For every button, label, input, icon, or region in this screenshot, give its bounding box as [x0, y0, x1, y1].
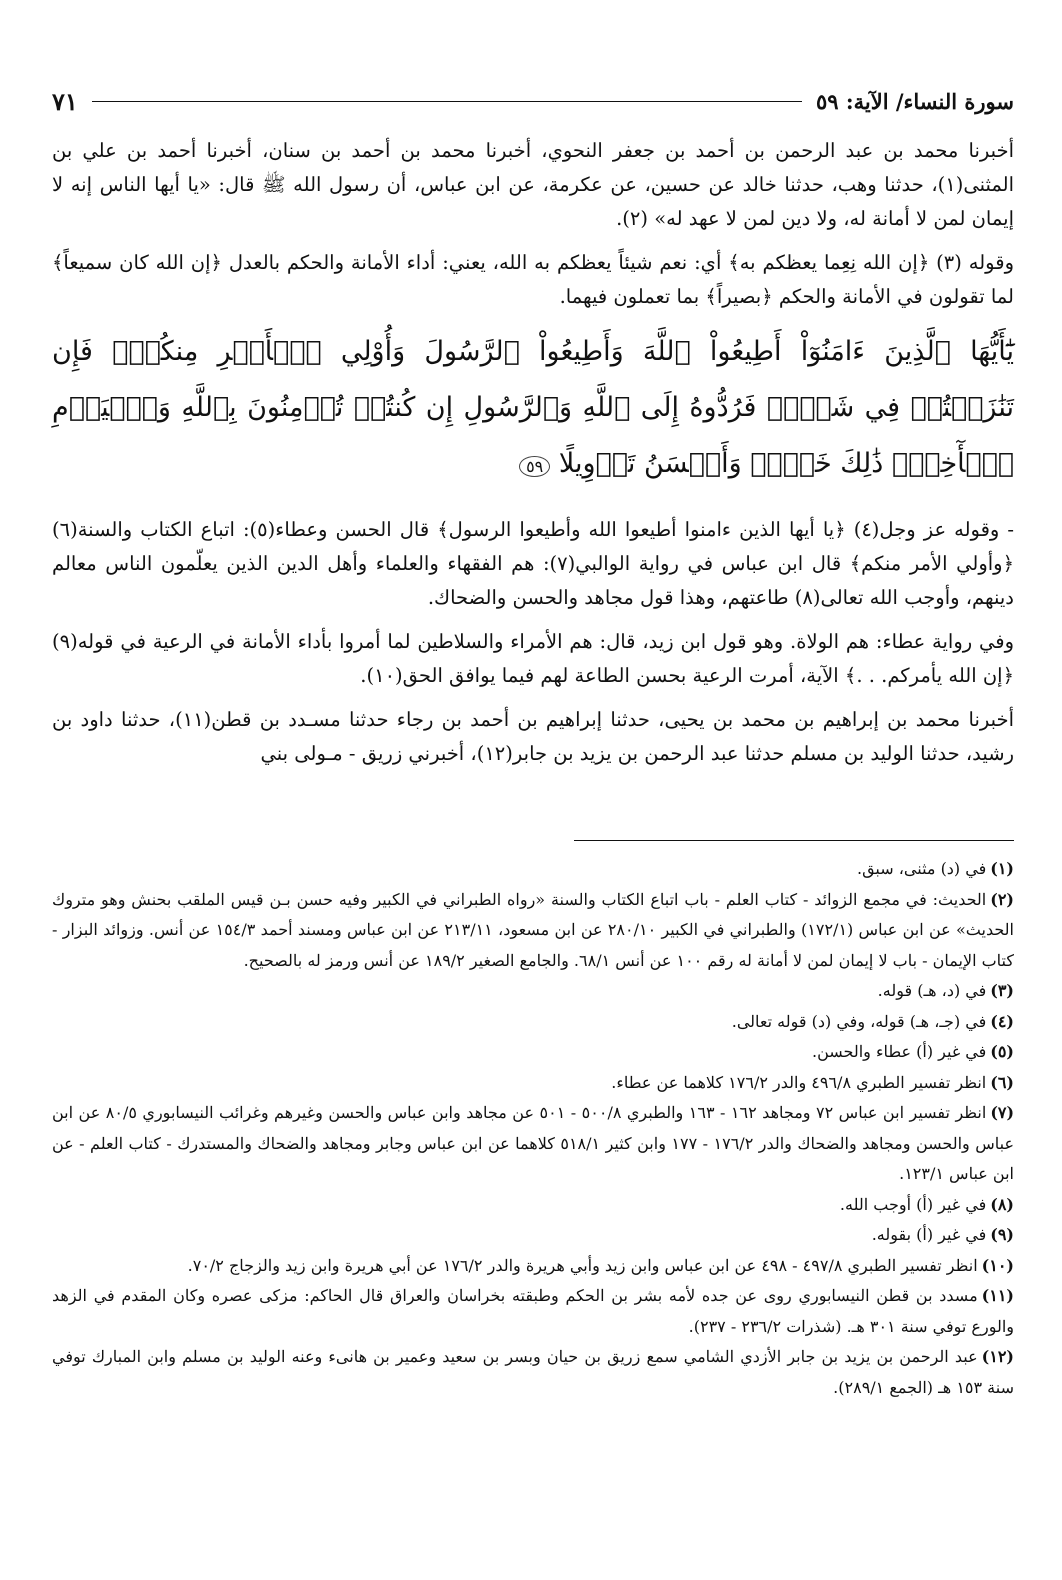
footnote-number: (١٠): [981, 1255, 1014, 1275]
paragraph-commentary-1: وقوله (٣) ﴿إن الله نِعِما يعظكم به﴾ أي: نعم شيئاً يعظكم به الله، يعني: أداء الأمانة والحكم بالعدل ﴿إن الله كان سميعاً﴾ لما تقولون في الأمانة والحكم ﴿بصيراً﴾ بما تعملون فيهما.: [52, 251, 1014, 308]
footnote-text: في غير (أ) بقوله.: [871, 1225, 987, 1244]
quran-verse: [52, 324, 1014, 495]
footnote: [52, 1068, 1014, 1099]
header-rule: [92, 101, 802, 102]
footnote-text: في غير (أ) أوجب الله.: [839, 1194, 987, 1214]
footnote-number: (٢): [990, 889, 1014, 909]
footnote-number: (٨): [990, 1194, 1014, 1214]
footnote: [52, 1342, 1014, 1403]
verse-number: ٥٩: [519, 456, 550, 477]
footnote: [52, 1281, 1014, 1342]
footnote: [52, 1007, 1014, 1038]
footnote-number: (١٢): [981, 1347, 1014, 1366]
paragraph-isnad-2: أخبرنا محمد بن إبراهيم بن محمد بن يحيى، حدثنا إبراهيم بن أحمد بن رجاء حدثنا مسـدد بن قطن(١١)، حدثنا داود بن رشيد، حدثنا الوليد بن مسلم حدثنا عبد الرحمن بن يزيد بن جابر(١٢)، أخبرني زريق - مـولى بني: [52, 708, 1015, 765]
footnote: [52, 1037, 1014, 1068]
footnote-number: (٤): [990, 1011, 1014, 1031]
footnote-number: (١): [990, 859, 1014, 878]
footnote: [52, 1098, 1014, 1190]
footnote-number: (٩): [990, 1225, 1014, 1244]
footnote: [52, 854, 1014, 885]
footnote-number: (٣): [990, 981, 1014, 1000]
footnote-number: (٧): [990, 1103, 1015, 1122]
footnote-number: (١١): [981, 1286, 1014, 1305]
footnotes: [52, 854, 1014, 1403]
footnote: [52, 1251, 1014, 1282]
main-text: [52, 134, 1014, 781]
footnote: [52, 885, 1014, 977]
footnote-text: انظر تفسير الطبري ٤٩٦/٨ والدر ١٧٦/٢ كلاهما عن عطاء.: [611, 1072, 987, 1092]
verse-text: يَٰٓأَيُّهَا ٱلَّذِينَ ءَامَنُوٓاْ أَطِيعُواْ ٱللَّهَ وَأَطِيعُواْ ٱلرَّسُولَ وَأُوْلِي ٱلۡأَمۡرِ مِنكُمۡۖ فَإِن تَنَٰزَعۡتُمۡ فِي شَيۡءٖ فَرُدُّوهُ إِلَى ٱللَّهِ وَٱلرَّسُولِ إِن كُنتُمۡ تُؤۡمِنُونَ بِٱللَّهِ وَٱلۡيَوۡمِ ٱلۡأٓخِرِۚ ذَٰلِكَ خَيۡرٞ وَأَحۡسَنُ تَأۡوِيلًا: [52, 336, 1014, 479]
paragraph-commentary-2: - وقوله عز وجل(٤) ﴿يا أيها الذين ءامنوا أطيعوا الله وأطيعوا الرسول﴾ قال الحسن وعطاء(٥): اتباع الكتاب والسنة(٦) ﴿وأولي الأمر منكم﴾ قال ابن عباس في رواية الوالبي(٧): هم الفقهاء والعلماء وأهل الدين الذين يعلّمون الناس معالم دينهم، وأوجب الله تعالى(٨) طاعتهم، وهذا قول مجاهد والحسن والضحاك.: [52, 518, 1014, 609]
paragraph-isnad-1: أخبرنا محمد بن عبد الرحمن بن أحمد بن جعفر النحوي، أخبرنا محمد بن أحمد بن سنان، أخبرنا أحمد بن علي بن المثنى(١)، حدثنا وهب، حدثنا خالد عن حسين، عن عكرمة، عن ابن عباس، أن رسول الله ﷺ قال: «يا أيها الناس إنه لا إيمان لمن لا أمانة له، ولا دين لمن لا عهد له» (٢).: [52, 139, 1014, 230]
footnote-separator: [574, 840, 1014, 841]
footnote: [52, 1220, 1014, 1251]
footnote-text: في (د) مثنى، سبق.: [857, 859, 987, 878]
footnote-text: مسدد بن قطن النيسابوري روى عن جده لأمه بشر بن الحكم وطبقته بخراسان والعراق قال الحاكم: مزكى عصره وكان المقدم في الزهد والورع توفي سنة ٣٠١ هـ. (شذرات ٢٣٦/٢ - ٢٣٧).: [52, 1286, 1014, 1336]
footnote-text: انظر تفسير ابن عباس ٧٢ ومجاهد ١٦٢ - ١٦٣ والطبري ٥٠٠/٨ - ٥٠١ عن مجاهد وابن عباس والحسن وغيرهم وغرائب النيسابوري ٨٠/٥ عن ابن عباس والحسن ومجاهد والضحاك والدر ١٧٦/٢ - ١٧٧ وابن كثير ٥١٨/١ كلاهما عن ابن عباس وجابر ومجاهد والضحاك والمستدرك - كتاب العلم - عن ابن عباس ١٢٣/١.: [52, 1103, 1015, 1183]
footnote-number: (٦): [990, 1072, 1014, 1092]
surah-verse-title: سورة النساء/ الآية: ٥٩: [816, 88, 1014, 114]
footnote-number: (٥): [990, 1042, 1014, 1061]
footnote: [52, 1190, 1014, 1221]
page-number: ٧١: [52, 86, 78, 116]
footnote-text: عبد الرحمن بن يزيد بن جابر الأزدي الشامي سمع زريق بن حيان وبسر بن سعيد وعمير بن هانىء وعنه الوليد بن مسلم وابن المبارك توفي سنة ١٥٣ هـ (الجمع ٢٨٩/١).: [52, 1347, 1014, 1397]
paragraph-commentary-3: وفي رواية عطاء: هم الولاة. وهو قول ابن زيد، قال: هم الأمراء والسلاطين لما أمروا بأداء الأمانة في الرعية في قوله(٩) ﴿إن الله يأمركم. . .﴾ الآية، أمرت الرعية بحسن الطاعة لهم فيما يوافق الحق(١٠).: [52, 630, 1014, 687]
footnote: [52, 976, 1014, 1007]
footnote-text: انظر تفسير الطبري ٤٩٧/٨ - ٤٩٨ عن ابن عباس وابن زيد وأبي هريرة والدر ١٧٦/٢ عن أبي هريرة وابن زيد والزجاج ٧٠/٢.: [187, 1255, 978, 1275]
footnote-text: في (جـ، هـ) قوله، وفي (د) قوله تعالى.: [731, 1011, 987, 1031]
running-header: [52, 84, 1014, 118]
footnote-text: في (د، هـ) قوله.: [877, 981, 987, 1000]
footnote-text: في غير (أ) عطاء والحسن.: [811, 1042, 987, 1061]
footnote-text: الحديث: في مجمع الزوائد - كتاب العلم - باب اتباع الكتاب والسنة «رواه الطبراني في الكبير وفيه حسن بـن قيس الملقب بحنش وهو متروك الحديث» عن ابن عباس (١٧٢/١) والطبراني في الكبير ٢٨٠/١٠ عن ابن مسعود، ٢١٣/١١ عن ابن عباس ومسند أحمد ١٥٤/٣ عن أنس. وزوائد البزار - كتاب الإيمان - باب لا إيمان لمن لا أمانة له رقم ١٠٠ عن أنس ٦٨/١. والجامع الصغير ١٨٩/٢ عن أنس ورمز له بالصحيح.: [52, 889, 1014, 970]
